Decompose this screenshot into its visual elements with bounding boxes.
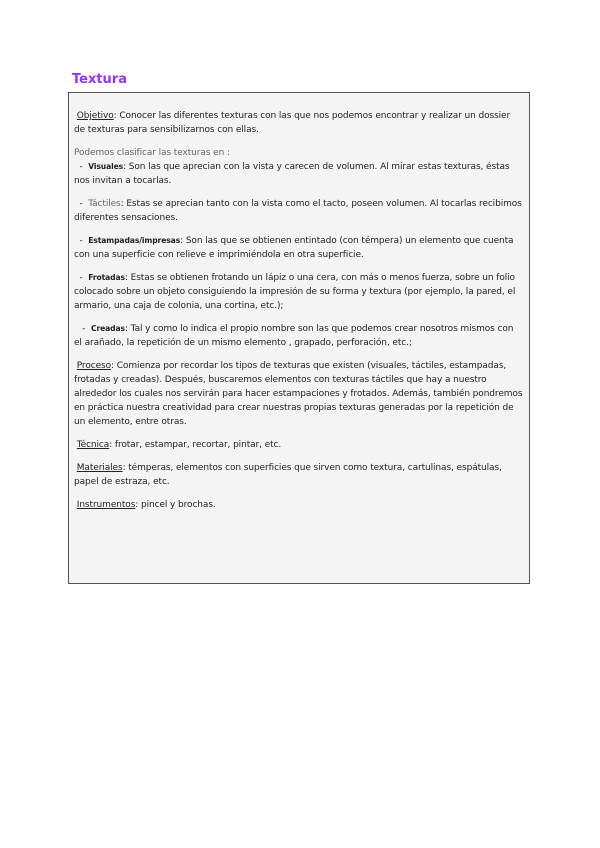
type-name: Estampadas/impresas [88, 236, 181, 245]
type-dash: - [79, 273, 83, 283]
type-creadas [74, 322, 523, 350]
tecnica-paragraph [74, 438, 523, 452]
type-name: Visuales [88, 162, 124, 171]
page-title: Textura [72, 72, 127, 87]
type-dash: - [79, 199, 83, 209]
type-text: : Son las que se obtienen entintado (con témpera) un elemento que cuenta con una superficie con relieve e imprimiéndola en otra superficie. [74, 236, 514, 260]
type-name: Creadas [90, 324, 125, 333]
materiales-text: : témperas, elementos con superficies que sirven como textura, cartulinas, espátulas, papel de estraza, etc. [74, 463, 502, 487]
type-text: : Tal y como lo indica el propio nombre son las que podemos crear nosotros mismos con el arañado, la repetición de un mismo elemento , grapado, perforación, etc.; [74, 324, 514, 348]
type-tactiles [74, 197, 523, 225]
type-text: : Son las que aprecian con la vista y carecen de volumen. Al mirar estas texturas, éstas nos invitan a tocarlas. [74, 162, 510, 186]
type-text: : Estas se obtienen frotando un lápiz o una cera, con más o menos fuerza, sobre un folio colocado sobre un objeto consiguiendo la impresión de su forma y textura (por ejemplo, la pared, el armario, una caja de colonia, una cortina, etc.); [74, 273, 516, 311]
objetivo-text: : Conocer las diferentes texturas con las que nos podemos encontrar y realizar un dossier de texturas para sensibilizarnos con ellas. [74, 111, 511, 135]
type-visuales [74, 160, 523, 188]
type-frotadas [74, 271, 523, 313]
tecnica-label: Técnica [76, 440, 110, 450]
materiales-label: Materiales [76, 463, 123, 473]
type-dash: - [79, 236, 83, 246]
type-dash: - [82, 324, 86, 334]
proceso-label: Proceso [76, 361, 112, 371]
objetivo-paragraph [74, 109, 523, 137]
materiales-paragraph [74, 461, 523, 489]
type-dash: - [79, 162, 83, 172]
instrumentos-text: : pincel y brochas. [135, 500, 216, 510]
proceso-text: : Comienza por recordar los tipos de texturas que existen (visuales, táctiles, estampadas, frotadas y creadas). Después, buscaremos elementos con texturas táctiles que hay a nuestro alrededor los cuales nos servirán para hacer estampaciones y frotados. Además, también pondremos en práctica nuestra creatividad para crear nuestras propias texturas generadas por la repetición de un elemento, entre otras. [74, 361, 523, 427]
intro-text: Podemos clasificar las texturas en : [74, 148, 230, 158]
proceso-paragraph [74, 359, 523, 429]
instrumentos-paragraph [74, 498, 523, 512]
tecnica-text: : frotar, estampar, recortar, pintar, etc. [109, 440, 282, 450]
instrumentos-label: Instrumentos [76, 500, 136, 510]
type-name: Táctiles [88, 199, 121, 209]
content-box [68, 92, 530, 584]
type-name: Frotadas [88, 273, 125, 282]
type-estampadas [74, 234, 523, 262]
type-text: : Estas se aprecian tanto con la vista como el tacto, poseen volumen. Al tocarlas recibimos diferentes sensaciones. [74, 199, 522, 223]
objetivo-label: Objetivo [76, 111, 114, 121]
